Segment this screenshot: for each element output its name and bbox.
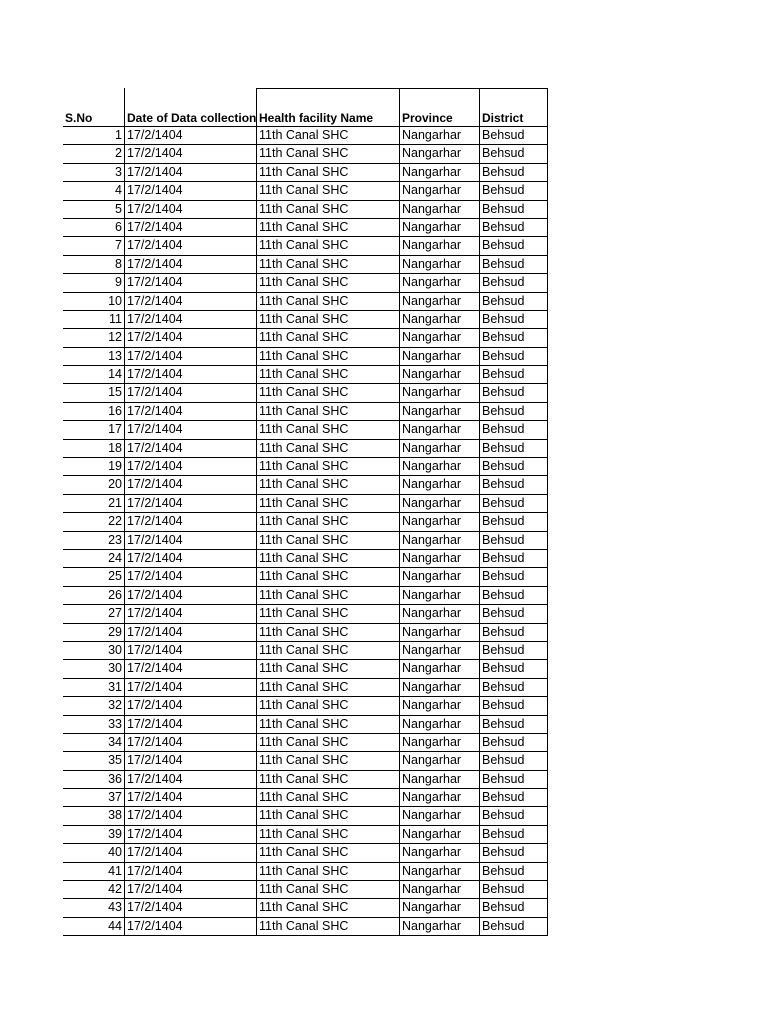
sno-cell: 32 <box>108 698 122 713</box>
facility-cell: 11th Canal SHC <box>256 918 399 935</box>
province-cell: Nangarhar <box>399 182 479 199</box>
sno-cell: 4 <box>115 183 122 198</box>
facility-cell: 11th Canal SHC <box>256 881 399 898</box>
sno-cell: 5 <box>115 201 122 216</box>
district-cell: Behsud <box>479 311 548 328</box>
facility-cell: 11th Canal SHC <box>256 789 399 806</box>
facility-cell: 11th Canal SHC <box>256 145 399 162</box>
province-cell: Nangarhar <box>399 384 479 401</box>
facility-cell: 11th Canal SHC <box>256 550 399 567</box>
table-row <box>63 495 548 513</box>
table-row <box>63 697 548 715</box>
date-cell: 17/2/1404 <box>124 458 256 475</box>
province-cell: Nangarhar <box>399 807 479 824</box>
table-row <box>63 587 548 605</box>
table-row <box>63 145 548 163</box>
province-cell: Nangarhar <box>399 679 479 696</box>
table-row <box>63 679 548 697</box>
district-cell: Behsud <box>479 881 548 898</box>
date-cell: 17/2/1404 <box>124 219 256 236</box>
facility-cell: 11th Canal SHC <box>256 256 399 273</box>
date-cell: 17/2/1404 <box>124 274 256 291</box>
province-cell: Nangarhar <box>399 201 479 218</box>
province-cell: Nangarhar <box>399 716 479 733</box>
province-cell: Nangarhar <box>399 421 479 438</box>
district-cell: Behsud <box>479 127 548 144</box>
table-row <box>63 293 548 311</box>
sno-cell: 10 <box>108 293 122 308</box>
province-cell: Nangarhar <box>399 826 479 843</box>
sno-cell: 11 <box>109 311 122 326</box>
sno-cell: 24 <box>108 550 122 565</box>
sno-cell: 6 <box>115 219 122 234</box>
date-cell: 17/2/1404 <box>124 329 256 346</box>
sno-cell: 27 <box>108 606 122 621</box>
table-row <box>63 201 548 219</box>
table-row <box>63 899 548 917</box>
sno-cell: 7 <box>115 238 122 253</box>
facility-cell: 11th Canal SHC <box>256 476 399 493</box>
facility-cell: 11th Canal SHC <box>256 164 399 181</box>
facility-cell: 11th Canal SHC <box>256 899 399 916</box>
table-row <box>63 532 548 550</box>
date-cell: 17/2/1404 <box>124 421 256 438</box>
district-cell: Behsud <box>479 771 548 788</box>
province-cell: Nangarhar <box>399 164 479 181</box>
date-cell: 17/2/1404 <box>124 881 256 898</box>
district-cell: Behsud <box>479 844 548 861</box>
facility-cell: 11th Canal SHC <box>256 421 399 438</box>
sno-cell: 31 <box>108 679 122 694</box>
province-cell: Nangarhar <box>399 366 479 383</box>
district-cell: Behsud <box>479 605 548 622</box>
district-cell: Behsud <box>479 476 548 493</box>
sno-cell: 12 <box>108 330 122 345</box>
date-cell: 17/2/1404 <box>124 771 256 788</box>
district-cell: Behsud <box>479 642 548 659</box>
district-cell: Behsud <box>479 348 548 365</box>
province-cell: Nangarhar <box>399 863 479 880</box>
header-facility: Health facility Name <box>256 88 399 126</box>
district-cell: Behsud <box>479 237 548 254</box>
date-cell: 17/2/1404 <box>124 550 256 567</box>
province-cell: Nangarhar <box>399 476 479 493</box>
table-row <box>63 716 548 734</box>
table-row <box>63 384 548 402</box>
province-cell: Nangarhar <box>399 605 479 622</box>
date-cell: 17/2/1404 <box>124 256 256 273</box>
province-cell: Nangarhar <box>399 550 479 567</box>
table-row <box>63 127 548 145</box>
province-cell: Nangarhar <box>399 532 479 549</box>
table-row <box>63 329 548 347</box>
table-header <box>63 88 548 126</box>
province-cell: Nangarhar <box>399 771 479 788</box>
date-cell: 17/2/1404 <box>124 624 256 641</box>
table-row <box>63 403 548 421</box>
sno-cell: 9 <box>115 275 122 290</box>
table-row <box>63 421 548 439</box>
facility-cell: 11th Canal SHC <box>256 844 399 861</box>
district-cell: Behsud <box>479 789 548 806</box>
sno-cell: 22 <box>108 514 122 529</box>
date-cell: 17/2/1404 <box>124 844 256 861</box>
date-cell: 17/2/1404 <box>124 918 256 935</box>
date-cell: 17/2/1404 <box>124 164 256 181</box>
table-row <box>63 311 548 329</box>
province-cell: Nangarhar <box>399 403 479 420</box>
province-cell: Nangarhar <box>399 237 479 254</box>
date-cell: 17/2/1404 <box>124 826 256 843</box>
date-cell: 17/2/1404 <box>124 568 256 585</box>
district-cell: Behsud <box>479 274 548 291</box>
district-cell: Behsud <box>479 329 548 346</box>
date-cell: 17/2/1404 <box>124 237 256 254</box>
district-cell: Behsud <box>479 587 548 604</box>
table-row <box>63 237 548 255</box>
province-cell: Nangarhar <box>399 329 479 346</box>
sno-cell: 14 <box>108 367 122 382</box>
sno-cell: 29 <box>108 624 122 639</box>
header-province: Province <box>399 88 479 126</box>
header-sno: S.No <box>65 111 93 125</box>
province-cell: Nangarhar <box>399 256 479 273</box>
table-row <box>63 844 548 862</box>
facility-cell: 11th Canal SHC <box>256 495 399 512</box>
date-cell: 17/2/1404 <box>124 899 256 916</box>
table-row <box>63 274 548 292</box>
date-cell: 17/2/1404 <box>124 679 256 696</box>
district-cell: Behsud <box>479 679 548 696</box>
sno-cell: 42 <box>108 882 122 897</box>
district-cell: Behsud <box>479 513 548 530</box>
sno-cell: 2 <box>115 146 122 161</box>
sno-cell: 43 <box>108 900 122 915</box>
facility-cell: 11th Canal SHC <box>256 826 399 843</box>
table-row <box>63 219 548 237</box>
facility-cell: 11th Canal SHC <box>256 513 399 530</box>
table-row <box>63 164 548 182</box>
province-cell: Nangarhar <box>399 127 479 144</box>
sno-cell: 23 <box>108 532 122 547</box>
date-cell: 17/2/1404 <box>124 440 256 457</box>
table-row <box>63 642 548 660</box>
facility-cell: 11th Canal SHC <box>256 219 399 236</box>
district-cell: Behsud <box>479 403 548 420</box>
province-cell: Nangarhar <box>399 844 479 861</box>
facility-cell: 11th Canal SHC <box>256 624 399 641</box>
district-cell: Behsud <box>479 624 548 641</box>
table-row <box>63 568 548 586</box>
district-cell: Behsud <box>479 164 548 181</box>
facility-cell: 11th Canal SHC <box>256 311 399 328</box>
sno-cell: 30 <box>108 661 122 676</box>
sno-cell: 44 <box>108 918 122 933</box>
facility-cell: 11th Canal SHC <box>256 458 399 475</box>
date-cell: 17/2/1404 <box>124 807 256 824</box>
facility-cell: 11th Canal SHC <box>256 752 399 769</box>
date-cell: 17/2/1404 <box>124 532 256 549</box>
district-cell: Behsud <box>479 899 548 916</box>
facility-cell: 11th Canal SHC <box>256 348 399 365</box>
table-row <box>63 807 548 825</box>
sno-cell: 34 <box>108 734 122 749</box>
district-cell: Behsud <box>479 697 548 714</box>
table-row <box>63 881 548 899</box>
table-body <box>63 126 548 936</box>
date-cell: 17/2/1404 <box>124 863 256 880</box>
facility-cell: 11th Canal SHC <box>256 716 399 733</box>
province-cell: Nangarhar <box>399 513 479 530</box>
province-cell: Nangarhar <box>399 660 479 677</box>
header-date: Date of Data collection <box>124 88 256 126</box>
province-cell: Nangarhar <box>399 789 479 806</box>
table-row <box>63 771 548 789</box>
sno-cell: 13 <box>108 348 122 363</box>
facility-cell: 11th Canal SHC <box>256 697 399 714</box>
district-cell: Behsud <box>479 145 548 162</box>
facility-cell: 11th Canal SHC <box>256 384 399 401</box>
sno-cell: 30 <box>108 642 122 657</box>
district-cell: Behsud <box>479 716 548 733</box>
table-row <box>63 440 548 458</box>
date-cell: 17/2/1404 <box>124 311 256 328</box>
facility-cell: 11th Canal SHC <box>256 237 399 254</box>
sno-cell: 19 <box>108 459 122 474</box>
province-cell: Nangarhar <box>399 587 479 604</box>
province-cell: Nangarhar <box>399 219 479 236</box>
province-cell: Nangarhar <box>399 624 479 641</box>
sno-cell: 33 <box>108 716 122 731</box>
header-district: District <box>479 88 548 126</box>
sno-cell: 35 <box>108 753 122 768</box>
data-table <box>63 88 548 936</box>
province-cell: Nangarhar <box>399 458 479 475</box>
sno-cell: 20 <box>108 477 122 492</box>
table-row <box>63 366 548 384</box>
facility-cell: 11th Canal SHC <box>256 807 399 824</box>
sno-cell: 38 <box>108 808 122 823</box>
date-cell: 17/2/1404 <box>124 752 256 769</box>
district-cell: Behsud <box>479 550 548 567</box>
district-cell: Behsud <box>479 421 548 438</box>
table-row <box>63 476 548 494</box>
sno-cell: 17 <box>108 422 122 437</box>
sno-cell: 40 <box>108 845 122 860</box>
facility-cell: 11th Canal SHC <box>256 660 399 677</box>
date-cell: 17/2/1404 <box>124 182 256 199</box>
facility-cell: 11th Canal SHC <box>256 863 399 880</box>
table-row <box>63 348 548 366</box>
facility-cell: 11th Canal SHC <box>256 182 399 199</box>
table-row <box>63 256 548 274</box>
province-cell: Nangarhar <box>399 752 479 769</box>
table-row <box>63 789 548 807</box>
district-cell: Behsud <box>479 256 548 273</box>
table-row <box>63 752 548 770</box>
table-row <box>63 513 548 531</box>
facility-cell: 11th Canal SHC <box>256 568 399 585</box>
sno-cell: 8 <box>115 256 122 271</box>
date-cell: 17/2/1404 <box>124 348 256 365</box>
table-row <box>63 660 548 678</box>
district-cell: Behsud <box>479 440 548 457</box>
province-cell: Nangarhar <box>399 495 479 512</box>
district-cell: Behsud <box>479 384 548 401</box>
table-row <box>63 734 548 752</box>
date-cell: 17/2/1404 <box>124 605 256 622</box>
district-cell: Behsud <box>479 182 548 199</box>
table-row <box>63 458 548 476</box>
sno-cell: 25 <box>108 569 122 584</box>
date-cell: 17/2/1404 <box>124 716 256 733</box>
province-cell: Nangarhar <box>399 734 479 751</box>
sno-cell: 18 <box>108 440 122 455</box>
date-cell: 17/2/1404 <box>124 403 256 420</box>
sno-cell: 1 <box>115 128 122 142</box>
sno-cell: 21 <box>108 495 122 510</box>
facility-cell: 11th Canal SHC <box>256 293 399 310</box>
district-cell: Behsud <box>479 807 548 824</box>
district-cell: Behsud <box>479 826 548 843</box>
district-cell: Behsud <box>479 495 548 512</box>
province-cell: Nangarhar <box>399 440 479 457</box>
district-cell: Behsud <box>479 293 548 310</box>
province-cell: Nangarhar <box>399 311 479 328</box>
facility-cell: 11th Canal SHC <box>256 440 399 457</box>
sno-cell: 41 <box>108 863 122 878</box>
sno-cell: 16 <box>108 403 122 418</box>
facility-cell: 11th Canal SHC <box>256 771 399 788</box>
table-row <box>63 863 548 881</box>
sno-cell: 36 <box>108 771 122 786</box>
province-cell: Nangarhar <box>399 293 479 310</box>
facility-cell: 11th Canal SHC <box>256 605 399 622</box>
sno-cell: 39 <box>108 826 122 841</box>
date-cell: 17/2/1404 <box>124 697 256 714</box>
district-cell: Behsud <box>479 458 548 475</box>
date-cell: 17/2/1404 <box>124 513 256 530</box>
facility-cell: 11th Canal SHC <box>256 366 399 383</box>
date-cell: 17/2/1404 <box>124 127 256 144</box>
facility-cell: 11th Canal SHC <box>256 274 399 291</box>
province-cell: Nangarhar <box>399 881 479 898</box>
date-cell: 17/2/1404 <box>124 384 256 401</box>
date-cell: 17/2/1404 <box>124 587 256 604</box>
table-row <box>63 826 548 844</box>
district-cell: Behsud <box>479 532 548 549</box>
sno-cell: 37 <box>108 790 122 805</box>
district-cell: Behsud <box>479 752 548 769</box>
date-cell: 17/2/1404 <box>124 734 256 751</box>
facility-cell: 11th Canal SHC <box>256 587 399 604</box>
table-row <box>63 182 548 200</box>
district-cell: Behsud <box>479 219 548 236</box>
district-cell: Behsud <box>479 568 548 585</box>
table-row <box>63 550 548 568</box>
district-cell: Behsud <box>479 734 548 751</box>
facility-cell: 11th Canal SHC <box>256 201 399 218</box>
facility-cell: 11th Canal SHC <box>256 679 399 696</box>
sno-cell: 15 <box>108 385 122 400</box>
date-cell: 17/2/1404 <box>124 642 256 659</box>
sno-cell: 26 <box>108 587 122 602</box>
table-row <box>63 918 548 936</box>
province-cell: Nangarhar <box>399 918 479 935</box>
date-cell: 17/2/1404 <box>124 201 256 218</box>
date-cell: 17/2/1404 <box>124 495 256 512</box>
district-cell: Behsud <box>479 863 548 880</box>
province-cell: Nangarhar <box>399 348 479 365</box>
date-cell: 17/2/1404 <box>124 660 256 677</box>
date-cell: 17/2/1404 <box>124 789 256 806</box>
facility-cell: 11th Canal SHC <box>256 642 399 659</box>
province-cell: Nangarhar <box>399 568 479 585</box>
date-cell: 17/2/1404 <box>124 145 256 162</box>
date-cell: 17/2/1404 <box>124 476 256 493</box>
table-row <box>63 624 548 642</box>
facility-cell: 11th Canal SHC <box>256 734 399 751</box>
date-cell: 17/2/1404 <box>124 293 256 310</box>
district-cell: Behsud <box>479 660 548 677</box>
province-cell: Nangarhar <box>399 145 479 162</box>
facility-cell: 11th Canal SHC <box>256 127 399 144</box>
district-cell: Behsud <box>479 918 548 935</box>
facility-cell: 11th Canal SHC <box>256 403 399 420</box>
table-row <box>63 605 548 623</box>
province-cell: Nangarhar <box>399 642 479 659</box>
facility-cell: 11th Canal SHC <box>256 329 399 346</box>
province-cell: Nangarhar <box>399 697 479 714</box>
province-cell: Nangarhar <box>399 274 479 291</box>
sno-cell: 3 <box>115 164 122 179</box>
province-cell: Nangarhar <box>399 899 479 916</box>
district-cell: Behsud <box>479 366 548 383</box>
facility-cell: 11th Canal SHC <box>256 532 399 549</box>
district-cell: Behsud <box>479 201 548 218</box>
date-cell: 17/2/1404 <box>124 366 256 383</box>
